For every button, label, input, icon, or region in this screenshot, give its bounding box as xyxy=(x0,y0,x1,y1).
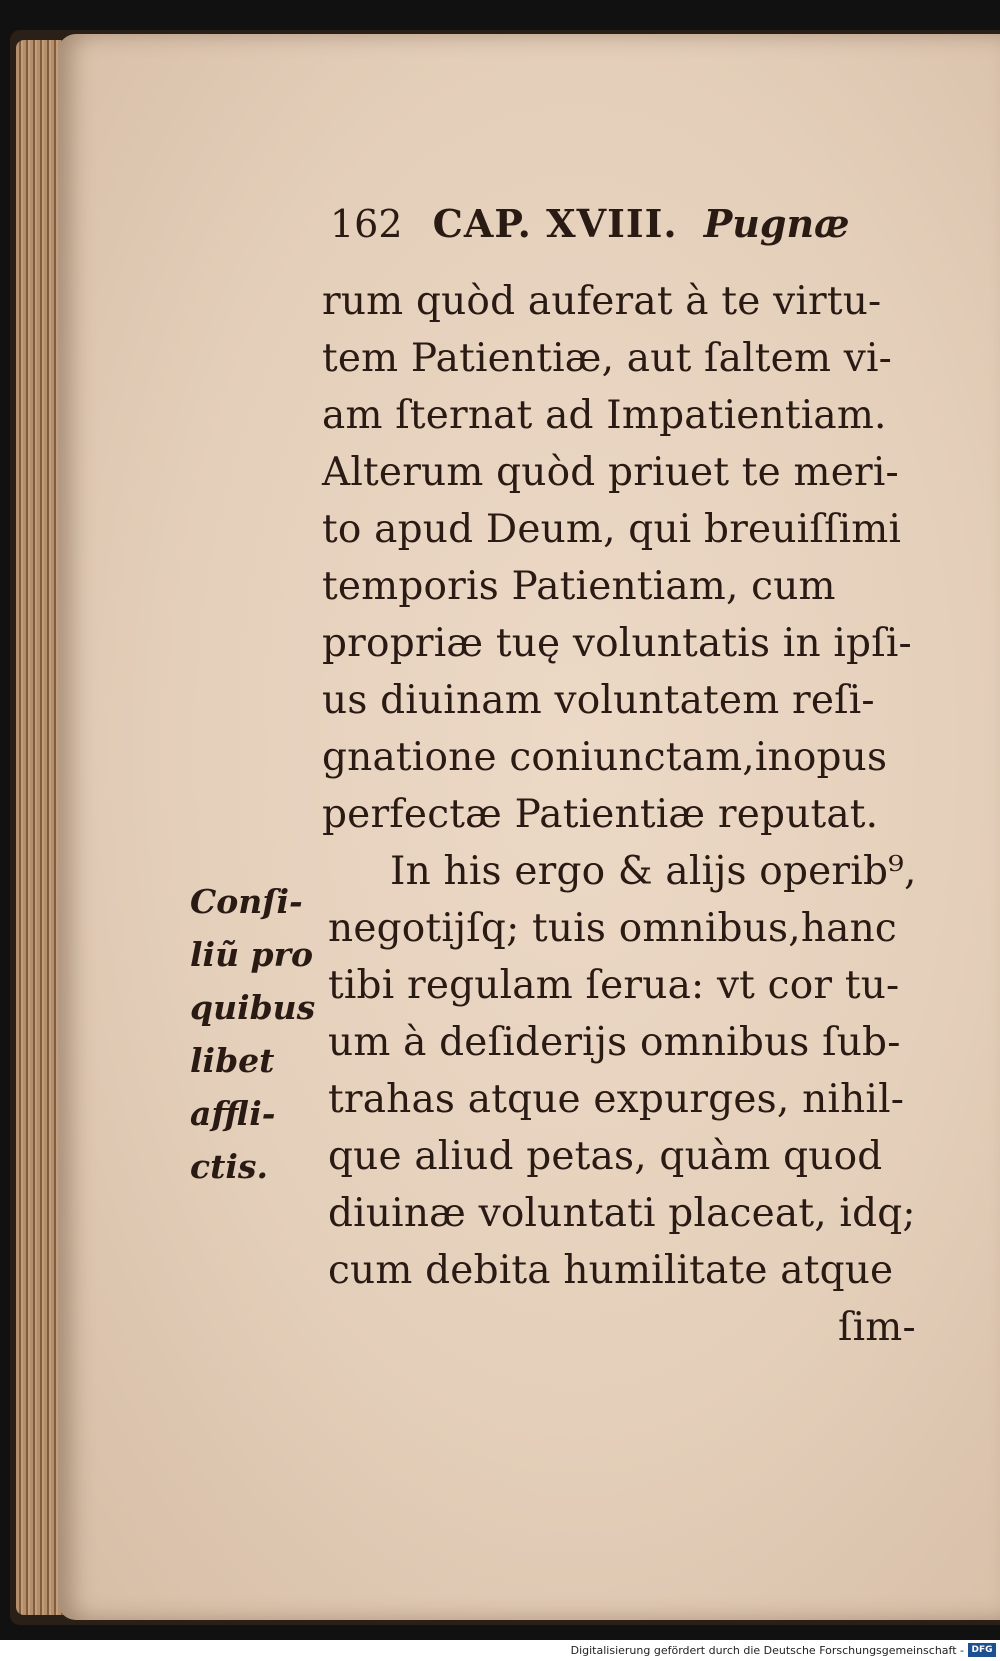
text-line: to apud Deum, qui breuiſſimi xyxy=(322,507,902,552)
text-line: am ſternat ad Impatientiam. xyxy=(322,393,887,438)
funding-credit: Digitalisierung gefördert durch die Deutsche Forschungsgemeinschaft - xyxy=(570,1644,964,1657)
text-line: tibi regulam ſerua: vt cor tu- xyxy=(328,963,900,1008)
text-line: Alterum quòd priuet te meri- xyxy=(322,450,899,495)
page-number: 162 xyxy=(330,202,403,246)
text-line: us diuinam voluntatem reſi- xyxy=(322,678,875,723)
marginal-note-line: liũ pro xyxy=(190,935,314,974)
text-line: perfectæ Patientiæ reputat. xyxy=(322,792,879,837)
marginal-note-line: libet xyxy=(190,1041,275,1080)
marginal-note-line: affli- xyxy=(190,1094,276,1133)
marginal-note-line: quibus xyxy=(190,988,316,1027)
text-line: tem Patientiæ, aut ſaltem vi- xyxy=(322,336,893,381)
text-line: diuinæ voluntati placeat, idq; xyxy=(328,1191,916,1236)
footer-bar xyxy=(0,1640,1000,1661)
dfg-logo-icon: DFG xyxy=(968,1643,996,1657)
running-header xyxy=(330,201,850,246)
text-line: um à deſiderijs omnibus ſub- xyxy=(328,1020,901,1065)
running-title: Pugnæ xyxy=(703,201,850,246)
catchword: ſim- xyxy=(838,1305,916,1350)
text-line: trahas atque expurges, nihil- xyxy=(328,1077,905,1122)
marginal-note-line: ctis. xyxy=(190,1147,268,1186)
text-line: negotijſq; tuis omnibus,hanc xyxy=(328,906,897,951)
text-line: In his ergo & alijs operib⁹, xyxy=(390,849,917,894)
text-line: rum quòd auferat à te virtu- xyxy=(322,279,882,324)
text-line: cum debita humilitate atque xyxy=(328,1248,894,1293)
marginal-note-line: Conſi- xyxy=(190,882,303,921)
text-line: propriæ tuę voluntatis in ipſi- xyxy=(322,621,912,666)
chapter-label: CAP. XVIII. xyxy=(432,201,678,246)
text-line: que aliud petas, quàm quod xyxy=(328,1134,883,1179)
text-line: temporis Patientiam, cum xyxy=(322,564,836,609)
text-line: gnatione coniunctam,inopus xyxy=(322,735,888,780)
